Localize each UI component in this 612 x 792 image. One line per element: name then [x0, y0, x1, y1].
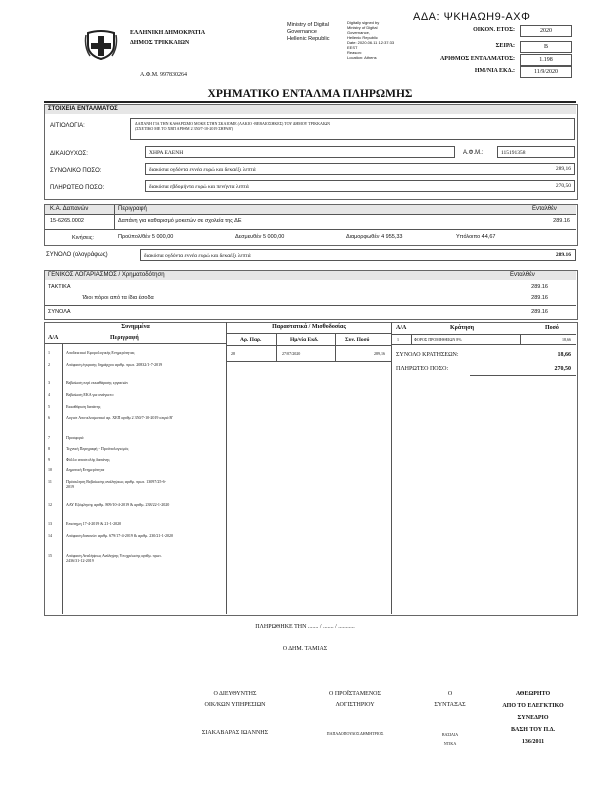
- expense-code: 15-6265.0002: [50, 218, 84, 224]
- field-value-number: 1.198: [520, 54, 572, 66]
- field-label: ΗΜ/ΝΙΑ ΕΚΔ.:: [474, 68, 515, 74]
- attachment-number: 13: [48, 521, 52, 526]
- attachments-col-aa: Α/Α: [48, 335, 59, 341]
- signature-line: Date: 2020.06.11 12:37:33: [347, 40, 395, 45]
- attachment-text: Επιστημη 17-4-2019 & 21-1-2020: [66, 521, 122, 526]
- signature-director: [180, 689, 290, 711]
- deductions-pliroteo-value: 270,50: [554, 366, 571, 372]
- attachment-text: Εκκαθάριση δαπάνης: [66, 404, 101, 409]
- signature-composer: [420, 689, 480, 711]
- aitiologia-text: (ΣΧΕΤΙΚΟ ΜΕ ΤΟ ΧΒΠ ΑΡΙΘΜ 2 350/7-10-2019 ΣΗΡΑΒ'): [135, 126, 234, 131]
- attachment-number: 3: [48, 380, 50, 385]
- field-label: ΟΙΚΟΝ. ΕΤΟΣ:: [473, 27, 515, 33]
- coat-of-arms-icon: [84, 27, 118, 61]
- country-label: ΕΛΛΗΝΙΚΗ ΔΗΜΟΚΡΑΤΙΑ: [130, 30, 206, 36]
- dikaiouxos-label: ΔΙΚΑΙΟΥΧΟΣ:: [50, 151, 88, 157]
- signature-title: ΟΙΚ/ΚΩΝ ΥΠΗΡΕΣΙΩΝ: [204, 702, 266, 708]
- aitiologia-value: [130, 118, 575, 140]
- synoliko-label: ΣΥΝΟΛΙΚΟ ΠΟΣΟ:: [50, 168, 102, 174]
- section-heading: ΣΤΟΙΧΕΙΑ ΕΝΤΑΛΜΑΤΟΣ: [45, 105, 576, 114]
- document-date: 27/07/2020: [282, 351, 301, 356]
- attachment-text: Δημοτική Ενημερότητα: [66, 467, 105, 472]
- attachment-text: Προσφορά: [66, 435, 84, 440]
- attachment-text: ΑΑΥ Εξόφλησης αριθμ. 809/10-4-2019 & αριθμ. 238/22-1-2020: [66, 502, 170, 507]
- attachment-text: Τεχνική Περιγραφή - Προϋπολογισμός: [66, 446, 129, 451]
- movement-item: Προϋπολ/θέν 5 000,00: [118, 234, 174, 240]
- signature-title: Ο ΠΡΟΪΣΤΑΜΕΝΟΣ: [328, 691, 381, 697]
- audit-line: 136/2011: [521, 739, 545, 745]
- afm-field-label: Α.Φ.Μ.:: [463, 150, 484, 156]
- digital-signature-block: [347, 20, 407, 60]
- audit-line: ΣΥΝΕΔΡΙΟ: [517, 715, 549, 721]
- deduction-poso: 18,66: [562, 337, 571, 342]
- afm-label: Α.Φ.Μ. 997830264: [140, 72, 188, 78]
- attachment-text: Απόφαση δαπανών αριθμ. 679/17-4-2019 & αριθμ. 230/21-1-2020: [66, 533, 174, 538]
- ministry-line: Hellenic Republic: [287, 36, 330, 42]
- aitiologia-text: ΔΑΠΑΝΗ ΓΙΑ ΤΗΝ ΚΑΘΑΡΙΣΜΟ ΜΟΚΕ ΣΤΗΝ ΣΚΑΙΟΜΕ (ΛΑΚΙΟ -ΒΕΒΑΙΟΣΗΚΕΣ) ΤΟΥ ΔΗΜΟΥ ΤΡΙΚΚΑΙΩΝ: [135, 121, 331, 126]
- synoliko-text: διακόσια ογδόντα εννέα ευρώ και δεκαέξι λεπτά: [145, 163, 575, 175]
- ledger-row-label: Ίδιοι πόροι από τα ίδια έσοδα: [82, 295, 154, 301]
- documents-col-ar: Αρ. Παρ.: [240, 337, 262, 343]
- audit-line: ΒΑΣΗ ΤΟΥ Π.Δ.: [511, 727, 555, 733]
- total-label: ΣΥΝΟΛΟ (ολογράφως): [46, 252, 108, 258]
- field-label: ΑΡΙΘΜΟΣ ΕΝΤΑΛΜΑΤΟΣ:: [439, 56, 515, 62]
- signature-line: Hellenic Republic: [347, 35, 378, 40]
- attachment-text: Λογιστ Αποτελεσματικό αρ. ΧΕΠ αριθμ 2 350/7-10-2019 σειρά Β': [66, 415, 173, 420]
- signature-head: [300, 689, 410, 711]
- attachment-number: 15: [48, 553, 52, 558]
- audit-line: ΑΠΟ ΤΟ ΕΛΕΓΚΤΙΚΟ: [502, 703, 564, 709]
- signature-line: Digitally signed by: [347, 20, 380, 25]
- synoliko-value: 289,16: [555, 166, 571, 172]
- signature-title: ΛΟΓΙΣΤΗΡΙΟΥ: [335, 702, 375, 708]
- afm-field-value: 115191358: [497, 146, 575, 158]
- attachment-number: 4: [48, 392, 50, 397]
- ledger-col-label: ΓΕΝΙΚΟΣ ΛΟΓΑΡΙΑΣΜΟΣ / Χρηματοδότηση: [48, 272, 165, 278]
- signature-line: EEST: [347, 45, 358, 50]
- documents-col-poso: Συν. Ποσό: [345, 337, 370, 343]
- ledger-row-label: ΤΑΚΤΙΚΑ: [48, 284, 71, 290]
- aitiologia-label: ΑΙΤΙΟΛΟΓΙΑ:: [50, 123, 85, 129]
- attachment-text: Απόφαση Αναλήψεως Ανάληψης Υποχρέωσης αριθμ. πρωτ. 2436/31-12-2019: [66, 553, 162, 563]
- deductions-col-aa: Α/Α: [396, 325, 407, 331]
- deduction-aa: 1: [397, 337, 399, 342]
- expense-desc: Δαπάνη για καθαρισμό μοκετών σε σχολεία της ΔΕ: [118, 218, 242, 224]
- attachment-number: 12: [48, 502, 52, 507]
- deduction-desc: ΦΟΡΟΣ ΠΡΟΜΗΘΕΙΩΝ 8%: [414, 337, 462, 342]
- total-text: διακόσια ογδόντα εννέα ευρώ και δεκαέξι λεπτά: [140, 249, 576, 261]
- ledger-row-value: 289.16: [531, 284, 548, 290]
- attachment-number: 14: [48, 533, 52, 538]
- expense-value: 289.16: [553, 218, 570, 224]
- pliroteo-value: 270,50: [555, 183, 571, 189]
- deductions-col-poso: Ποσό: [545, 325, 559, 331]
- ministry-line: Ministry of Digital: [287, 22, 329, 28]
- signature-line: Governance,: [347, 30, 370, 35]
- field-value-series: Β: [520, 41, 572, 53]
- attachment-number: 5: [48, 404, 50, 409]
- movements-label: Κινήσεις:: [72, 235, 94, 241]
- field-value-date: 11/9/2020: [520, 66, 572, 78]
- signature-title: ΣΥΝΤΑΞΑΣ: [434, 702, 466, 708]
- ministry-line: Governance: [287, 29, 317, 35]
- ledger-total-value: 289.16: [531, 309, 548, 315]
- attachment-text: Βεβαίωση ΕΚΑ για ανάγκετο: [66, 392, 114, 397]
- pliroteo-text: διακόσια εβδομήντα ευρώ και πενήντα λεπτά: [145, 180, 575, 192]
- municipality-label: ΔΗΜΟΣ ΤΡΙΚΚΑΙΩΝ: [130, 40, 190, 46]
- total-value: 289.16: [555, 252, 571, 258]
- page-title: ΧΡΗΜΑΤΙΚΟ ΕΝΤΑΛΜΑ ΠΛΗΡΩΜΗΣ: [207, 88, 413, 100]
- paid-line: ΠΛΗΡΩΘΗΚΕ ΤΗΝ ....... / ....... / ...........: [255, 624, 355, 630]
- attachment-number: 7: [48, 435, 50, 440]
- signature-name: ΒΑΣΙΛΙΑ: [441, 732, 459, 737]
- signature-line: Location: Athens: [347, 55, 377, 60]
- signature-line: Ministry of Digital: [347, 25, 378, 30]
- field-label: ΣΕΙΡΑ:: [495, 43, 515, 49]
- documents-col-date: Ημ/νία Εκδ.: [290, 337, 319, 343]
- document-poso: 289,16: [374, 351, 385, 356]
- document-ar: 28: [231, 351, 235, 356]
- ledger-total-label: ΣΥΝΟΛΑ: [48, 309, 71, 315]
- col-header-ent: Ενταλθέν: [532, 206, 557, 212]
- attachment-text: Απόφαση έγκρισης δημάρχου αριθμ. πρωτ. 20832/1-7-2019: [66, 362, 163, 367]
- pliroteo-label: ΠΛΗΡΩΤΕΟ ΠΟΣΟ:: [50, 185, 105, 191]
- signature-title: Ο ΔΙΕΥΘΥΝΤΗΣ: [213, 691, 257, 697]
- attachment-number: 1: [48, 350, 50, 355]
- ada-label: ΑΔΑ: ΨΚΗΑΩΗ9-ΑΧΦ: [413, 11, 531, 23]
- signature-line: Reason:: [347, 50, 362, 55]
- signature-name: ΝΤΙΚΑ: [443, 741, 457, 746]
- movement-item: Διαμορφωθέν 4 955,33: [346, 234, 403, 240]
- attachment-number: 2: [48, 362, 50, 367]
- attachment-text: Πρόσκληση Βεβαίωσης ανάληψεως αριθμ. πρωτ. 13097/25-6-2019: [66, 479, 166, 489]
- ledger-row-value: 289.16: [531, 295, 548, 301]
- attachment-number: 11: [48, 479, 52, 484]
- ledger-col-ent: Ενταλθέν: [510, 272, 535, 278]
- movement-item: Υπόλοιπο 44,67: [456, 234, 496, 240]
- deductions-col-desc: Κράτηση: [450, 325, 475, 331]
- deductions-total-value: 18,66: [557, 352, 571, 358]
- signature-director-name: ΣΙΑΚΑΒΑΡΑΣ ΙΩΑΝΝΗΣ: [201, 730, 269, 736]
- emblem: [84, 27, 118, 61]
- attachment-text: Βεβαίωση περί εκκαθάρισης εργασιών: [66, 380, 129, 385]
- attachments-heading: Συνημμένα: [121, 324, 150, 330]
- attachment-text: Φύλλο αποστολής δαπάνης: [66, 457, 110, 462]
- field-value-year: 2020: [520, 25, 572, 37]
- deductions-total-label: ΣΥΝΟΛΟ ΚΡΑΤΗΣΕΩΝ:: [396, 352, 459, 358]
- dikaiouxos-value: ΧΗΡΑ ΕΛΕΝΗ: [145, 146, 455, 158]
- ministry-block: [287, 22, 330, 43]
- deductions-pliroteo-label: ΠΛΗΡΩΤΕΟ ΠΟΣΟ:: [396, 366, 449, 372]
- documents-heading: Παραστατικά / Μισθοδοσίας: [272, 324, 346, 330]
- attachment-number: 6: [48, 415, 50, 420]
- attachment-number: 10: [48, 467, 52, 472]
- signature-head-name: ΠΑΠΑΔΟΠΟΥΛΟΣ ΔΗΜΗΤΡΙΟΣ: [326, 731, 384, 736]
- attachment-number: 9: [48, 457, 50, 462]
- col-header-ka: Κ.Α. Δαπανών: [50, 206, 89, 212]
- signature-title: Ο: [447, 691, 453, 697]
- attachment-text: Αποδεικτικό Εφορολογικής Ενημερότητας: [66, 350, 135, 355]
- tamias-label: Ο ΔΗΜ. ΤΑΜΙΑΣ: [282, 646, 328, 652]
- audit-stamp: [488, 688, 578, 748]
- audit-line: ΑΘΕΩΡΗΤΟ: [515, 691, 551, 697]
- attachment-number: 8: [48, 446, 50, 451]
- signature-composer-name: [420, 730, 480, 748]
- attachments-col-desc: Περιγραφή: [110, 335, 139, 341]
- movement-item: Δεσμευθέν 5 000,00: [235, 234, 285, 240]
- col-header-desc: Περιγραφή: [118, 206, 147, 212]
